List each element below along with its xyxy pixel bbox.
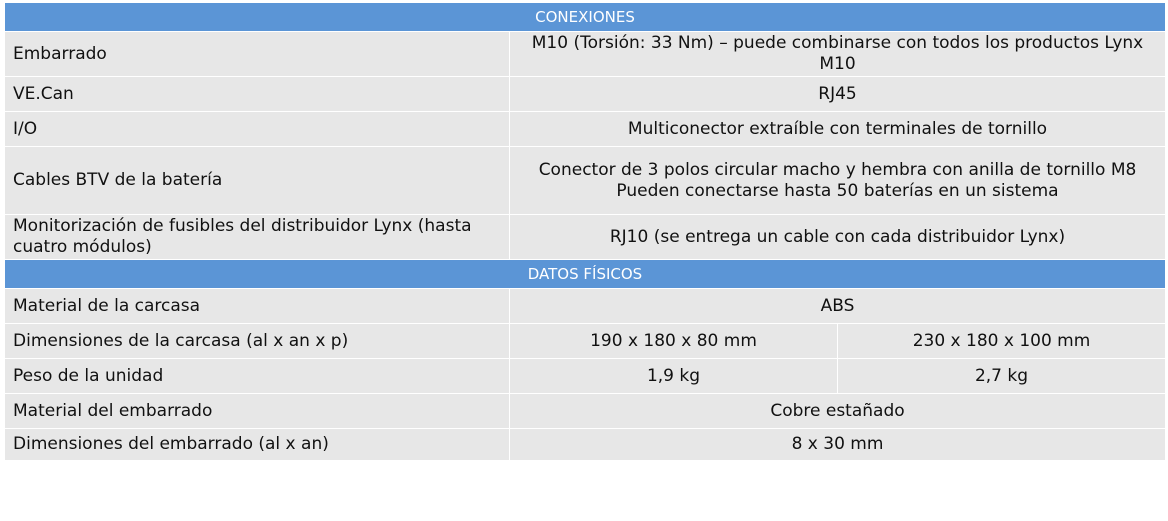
row-value <box>510 147 1166 215</box>
table-row <box>5 215 1166 260</box>
row-value-model-b: 230 x 180 x 100 mm <box>838 324 1166 359</box>
row-label: Dimensiones del embarrado (al x an) <box>5 429 510 461</box>
table-row <box>5 429 1166 461</box>
row-value: Multiconector extraíble con terminales de tornillo <box>510 112 1166 147</box>
section-header-datos-fisicos <box>5 260 1166 289</box>
section-title: DATOS FÍSICOS <box>5 260 1166 289</box>
table-row <box>5 394 1166 429</box>
row-value-model-a: 190 x 180 x 80 mm <box>510 324 838 359</box>
table-row <box>5 359 1166 394</box>
row-value: RJ45 <box>510 77 1166 112</box>
row-label: VE.Can <box>5 77 510 112</box>
row-label: Material del embarrado <box>5 394 510 429</box>
row-label: Dimensiones de la carcasa (al x an x p) <box>5 324 510 359</box>
row-label: I/O <box>5 112 510 147</box>
row-value: ABS <box>510 289 1166 324</box>
row-value: RJ10 (se entrega un cable con cada distribuidor Lynx) <box>510 215 1166 260</box>
row-label: Monitorización de fusibles del distribuidor Lynx (hasta cuatro módulos) <box>5 215 510 260</box>
section-title: CONEXIONES <box>5 3 1166 32</box>
row-value: Cobre estañado <box>510 394 1166 429</box>
row-value: M10 (Torsión: 33 Nm) – puede combinarse con todos los productos Lynx M10 <box>510 32 1166 77</box>
table-row <box>5 77 1166 112</box>
row-value: 8 x 30 mm <box>510 429 1166 461</box>
table-row <box>5 289 1166 324</box>
row-label: Cables BTV de la batería <box>5 147 510 215</box>
row-label: Embarrado <box>5 32 510 77</box>
row-value-model-b: 2,7 kg <box>838 359 1166 394</box>
row-label: Peso de la unidad <box>5 359 510 394</box>
row-value-line: Pueden conectarse hasta 50 baterías en un sistema <box>616 180 1059 201</box>
row-value-model-a: 1,9 kg <box>510 359 838 394</box>
table-row <box>5 324 1166 359</box>
spec-table <box>4 2 1166 461</box>
section-header-conexiones <box>5 3 1166 32</box>
table-row <box>5 112 1166 147</box>
row-label: Material de la carcasa <box>5 289 510 324</box>
row-value-line: Conector de 3 polos circular macho y hembra con anilla de tornillo M8 <box>538 159 1137 180</box>
table-row <box>5 147 1166 215</box>
table-row <box>5 32 1166 77</box>
